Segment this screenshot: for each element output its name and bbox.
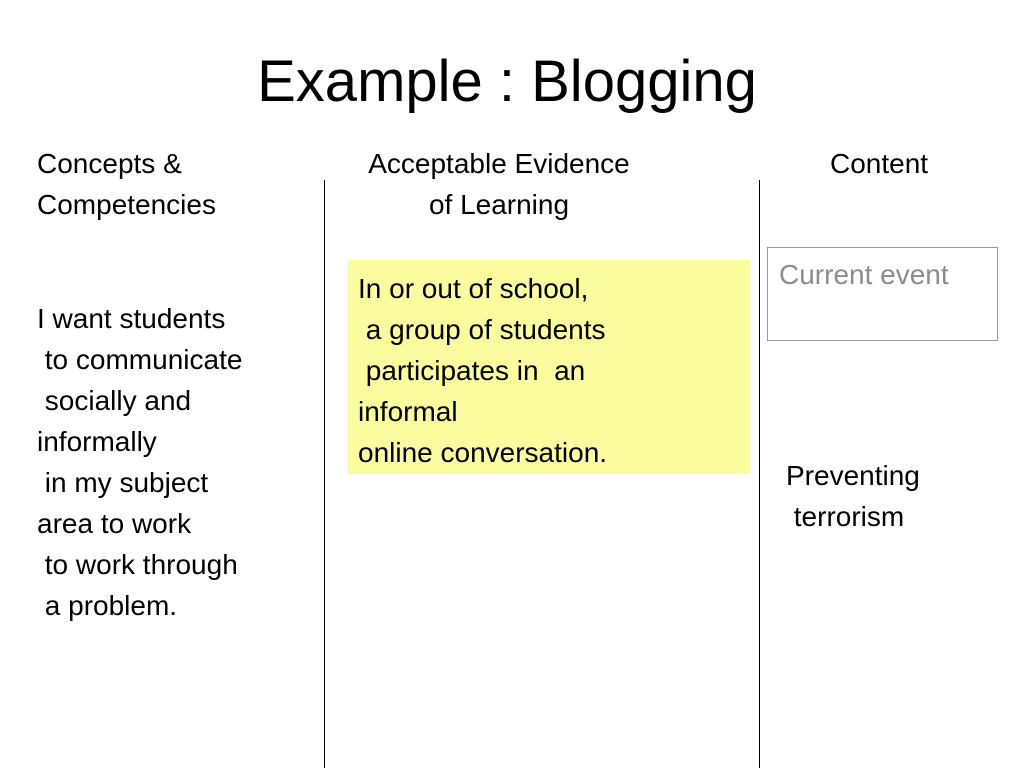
content-topic-text: Preventing terrorism	[786, 460, 920, 532]
evidence-highlight-box: In or out of school, a group of students participates in an informal online conversation.	[348, 260, 750, 474]
concepts-heading: Concepts & Competencies	[37, 148, 216, 220]
current-event-box: Current event	[767, 247, 998, 341]
column-divider-right	[759, 180, 760, 768]
column-divider-left	[324, 180, 325, 768]
concepts-text: I want students to communicate socially and informally in my subject area to work to work through a problem.	[37, 303, 243, 621]
content-heading: Content	[830, 148, 929, 179]
evidence-heading: Acceptable Evidence of Learning	[368, 148, 630, 220]
slide-title: Example : Blogging	[257, 49, 757, 114]
